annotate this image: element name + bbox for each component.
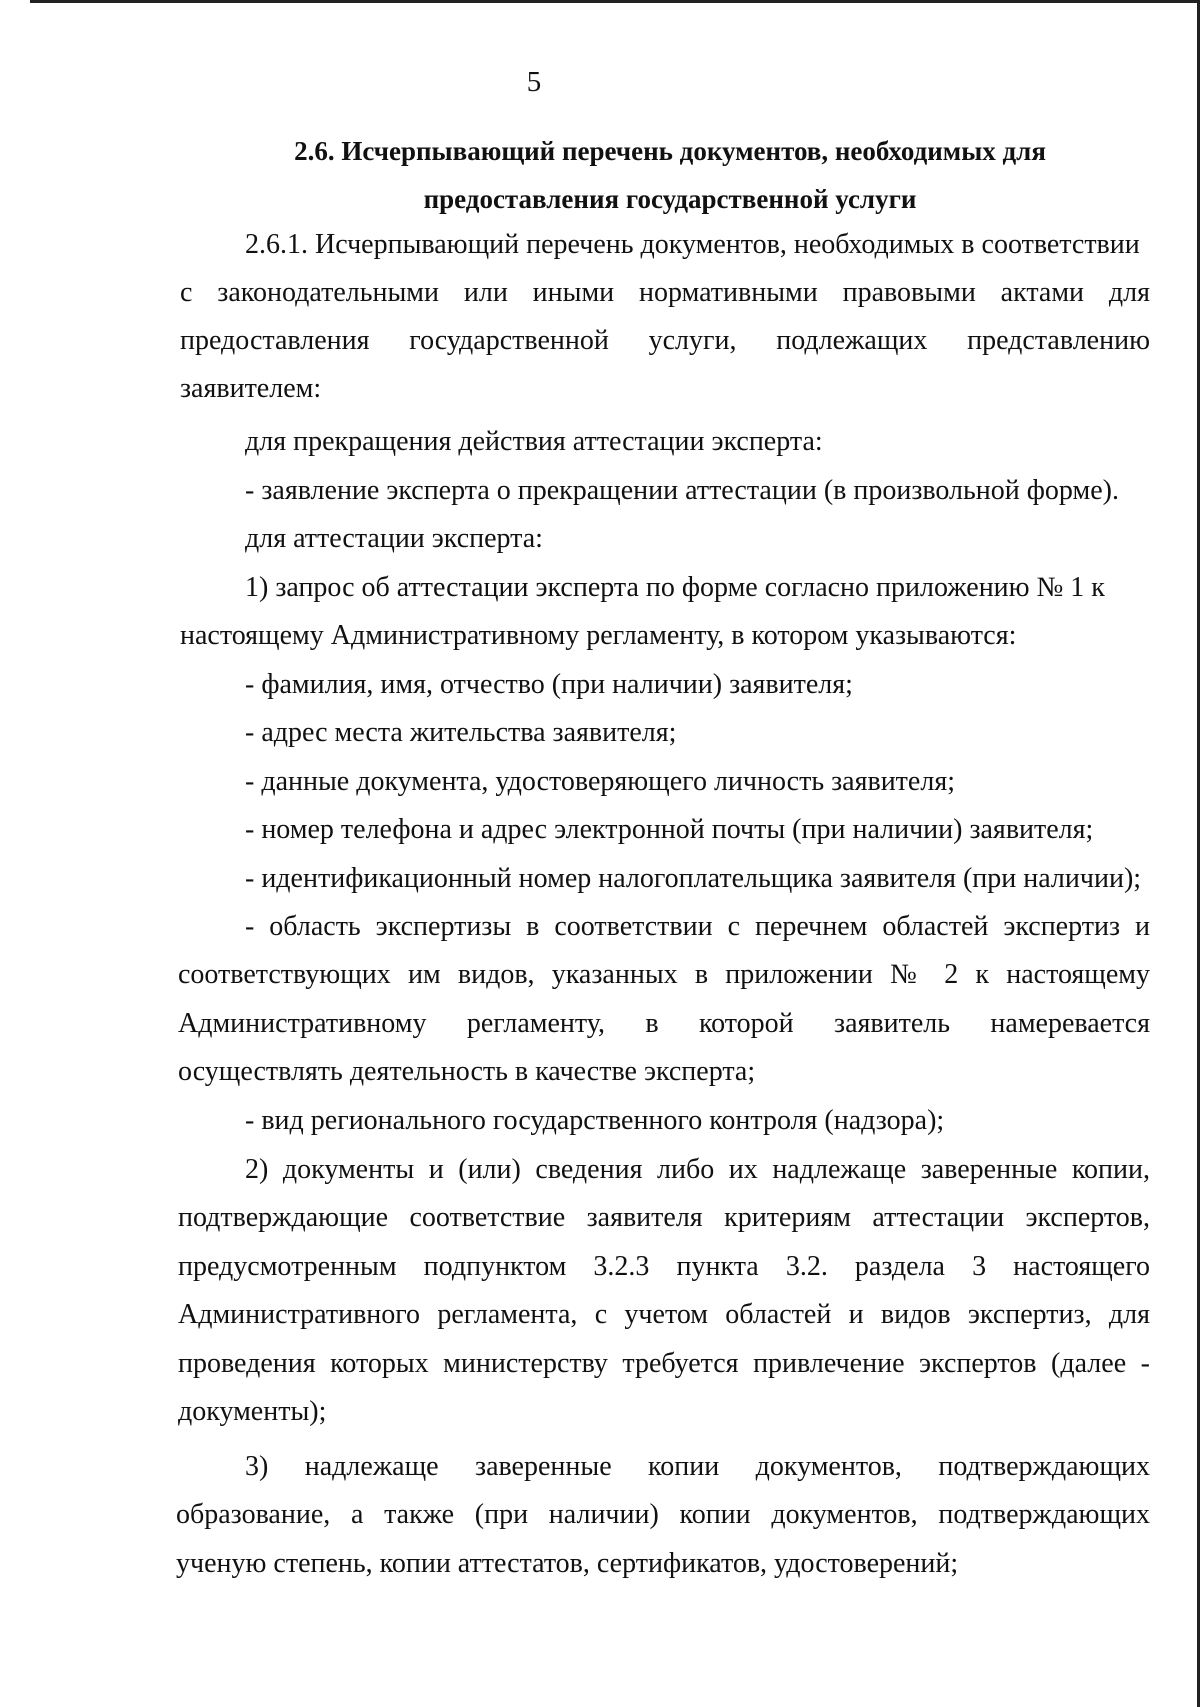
text-line: документы); (178, 1396, 327, 1427)
text-line: 2) документы и (или) сведения либо их надлежаще заверенные копии, (245, 1154, 1150, 1185)
text-line: - область экспертизы в соответствии с перечнем областей экспертиз и (245, 911, 1150, 942)
section-heading-line-2: предоставления государственной услуги (423, 184, 917, 214)
text-line: - заявление эксперта о прекращении аттестации (в произвольной форме). (245, 475, 1119, 506)
text-line: проведения которых министерству требуется привлечение экспертов (далее - (178, 1348, 1150, 1379)
text-line: соответствующих им видов, указанных в приложении № 2 к настоящему (178, 959, 1150, 990)
text-line: - идентификационный номер налогоплательщика заявителя (при наличии); (245, 863, 1142, 894)
text-line: Административному регламенту, в которой заявитель намеревается (178, 1008, 1150, 1039)
text-line: 2.6.1. Исчерпывающий перечень документов, необходимых в соответствии (245, 229, 1140, 260)
text-line: 3) надлежаще заверенные копии документов, подтверждающих (245, 1451, 1150, 1482)
text-line: предусмотренным подпунктом 3.2.3 пункта 3.2. раздела 3 настоящего (178, 1251, 1150, 1282)
text-line: заявителем: (180, 373, 322, 404)
text-line: 1) запрос об аттестации эксперта по форме согласно приложению № 1 к (245, 572, 1105, 603)
text-line: настоящему Административному регламенту, в котором указываются: (180, 620, 1017, 651)
text-line: подтверждающие соответствие заявителя критериям аттестации экспертов, (178, 1202, 1150, 1233)
scan-border-top (30, 0, 1200, 3)
text-line: предоставления государственной услуги, подлежащих представлению (180, 325, 1150, 356)
text-line: - адрес места жительства заявителя; (245, 717, 677, 748)
text-line: Административного регламента, с учетом областей и видов экспертиз, для (178, 1299, 1150, 1330)
text-line: - фамилия, имя, отчество (при наличии) заявителя; (245, 669, 853, 700)
text-line: - номер телефона и адрес электронной почты (при наличии) заявителя; (245, 814, 1094, 845)
page-number: 5 (526, 66, 542, 98)
text-line: с законодательными или иными нормативными правовыми актами для (180, 277, 1150, 308)
text-line: - вид регионального государственного контроля (надзора); (245, 1105, 945, 1136)
text-line: - данные документа, удостоверяющего личность заявителя; (245, 766, 955, 797)
text-line: для аттестации эксперта: (245, 523, 543, 554)
text-line: образование, а также (при наличии) копии документов, подтверждающих (176, 1499, 1150, 1530)
text-line: для прекращения действия аттестации эксперта: (245, 426, 823, 457)
text-line: осуществлять деятельность в качестве эксперта; (178, 1056, 756, 1087)
section-heading-line-1: 2.6. Исчерпывающий перечень документов, необходимых для (294, 136, 1046, 166)
text-line: ученую степень, копии аттестатов, сертификатов, удостоверений; (176, 1548, 959, 1579)
